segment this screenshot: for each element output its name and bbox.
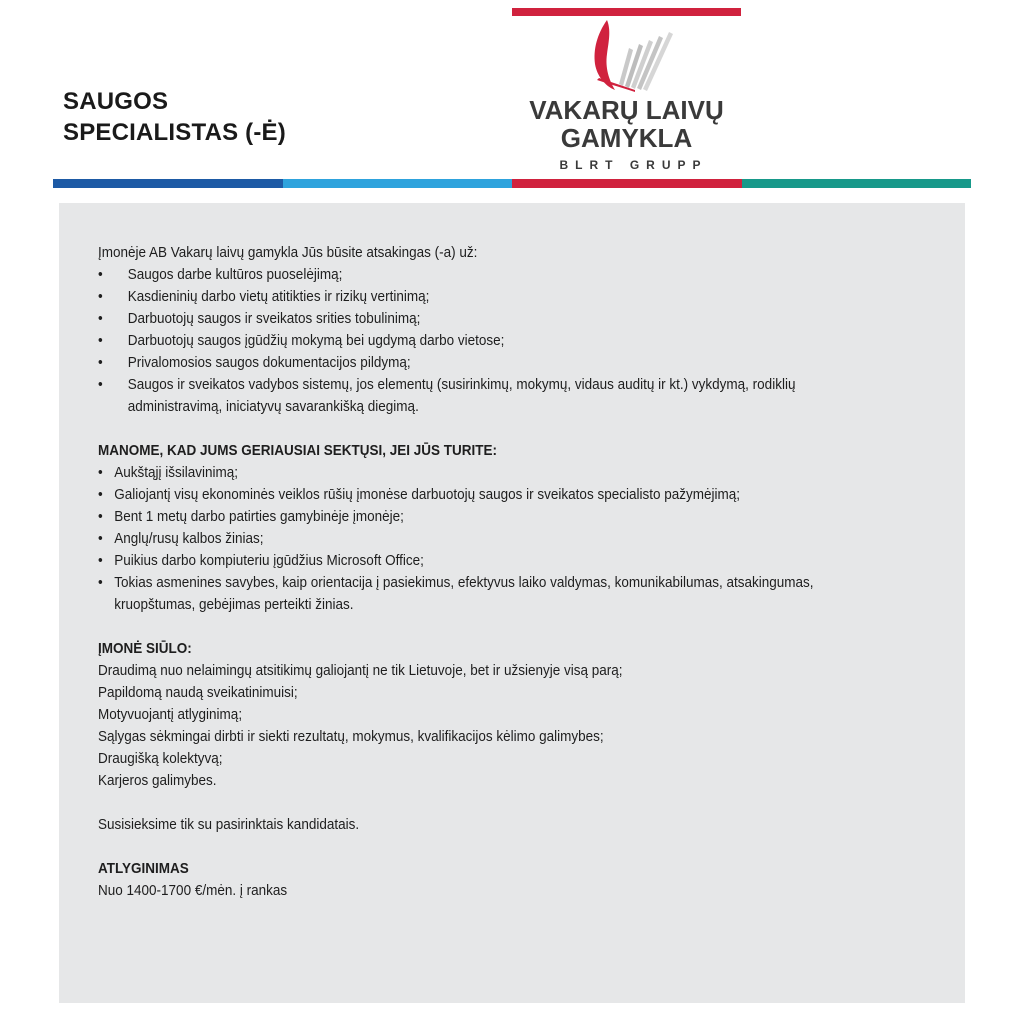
spacer (98, 418, 845, 440)
offer-item: Draudimą nuo nelaimingų atsitikimų galiojantį ne tik Lietuvoje, bet ir užsienyje visą parą; (98, 662, 623, 679)
stripe-segment-lightblue (283, 179, 513, 188)
book-pages-logo-icon (585, 20, 675, 92)
spacer (98, 792, 845, 814)
stripe-segment-teal (742, 179, 972, 188)
list-item: • Darbuotojų saugos ir sveikatos srities tobulinimą; (98, 308, 845, 330)
list-item: • Darbuotojų saugos įgūdžių mokymą bei ugdymą darbo vietose; (98, 330, 845, 352)
list-item: • Saugos darbe kultūros puoselėjimą; (98, 264, 845, 286)
offer-item: Motyvuojantį atlyginimą; (98, 706, 243, 723)
job-title-line-2: SPECIALISTAS (-Ė) (63, 119, 286, 146)
stripe-segment-red (512, 179, 742, 188)
spacer (98, 616, 845, 638)
offer-item: Karjeros galimybes. (98, 772, 217, 789)
logo-text-group: BLRT GRUPP (559, 158, 708, 172)
stripe-segment-blue (53, 179, 283, 188)
list-item: • Aukštąjį išsilavinimą; (98, 462, 845, 484)
list-item: • Tokias asmenines savybes, kaip orientacija į pasiekimus, efektyvus laiko valdymas, komunikabilumas, atsakingumas, kruopštumas, gebėjimas perteikti žinias. (98, 572, 845, 616)
offer-heading: ĮMONĖ SIŪLO: (98, 640, 192, 657)
spacer (98, 836, 845, 858)
salary-value: Nuo 1400-1700 €/mėn. į rankas (98, 882, 288, 899)
color-stripe (53, 179, 971, 188)
job-description (98, 242, 845, 902)
salary-heading: ATLYGINIMAS (98, 860, 189, 877)
offer-item: Draugišką kolektyvą; (98, 750, 223, 767)
responsibilities-list (98, 264, 845, 418)
job-title-line-1: SAUGOS (63, 88, 169, 115)
logo-text-line-2: GAMYKLA (560, 123, 693, 153)
requirements-heading: MANOME, KAD JUMS GERIAUSIAI SEKTŲSI, JEI JŪS TURITE: (98, 442, 498, 459)
list-item: • Galiojantį visų ekonominės veiklos rūšių įmonėse darbuotojų saugos ir sveikatos specialisto pažymėjimą; (98, 484, 845, 506)
logo-top-bar (512, 8, 741, 16)
list-item: • Bent 1 metų darbo patirties gamybinėje įmonėje; (98, 506, 845, 528)
list-item: • Puikius darbo kompiuteriu įgūdžius Microsoft Office; (98, 550, 845, 572)
job-title (63, 86, 286, 148)
responsibilities-intro: Įmonėje AB Vakarų laivų gamykla Jūs būsite atsakingas (-a) už: (98, 244, 478, 261)
logo-text-line-1: VAKARŲ LAIVŲ (529, 95, 724, 125)
list-item: • Privalomosios saugos dokumentacijos pildymą; (98, 352, 845, 374)
list-item: • Saugos ir sveikatos vadybos sistemų, jos elementų (susirinkimų, mokymų, vidaus auditų ir kt.) vykdymą, rodiklių administravimą, iniciatyvų savarankišką diegimą. (98, 374, 845, 418)
requirements-list (98, 462, 845, 616)
list-item: • Anglų/rusų kalbos žinias; (98, 528, 845, 550)
contact-note: Susisieksime tik su pasirinktais kandidatais. (98, 816, 360, 833)
offer-item: Sąlygas sėkmingai dirbti ir siekti rezultatų, mokymus, kvalifikacijos kėlimo galimybes; (98, 728, 604, 745)
offer-item: Papildomą naudą sveikatinimuisi; (98, 684, 298, 701)
list-item: • Kasdieninių darbo vietų atitikties ir rizikų vertinimą; (98, 286, 845, 308)
